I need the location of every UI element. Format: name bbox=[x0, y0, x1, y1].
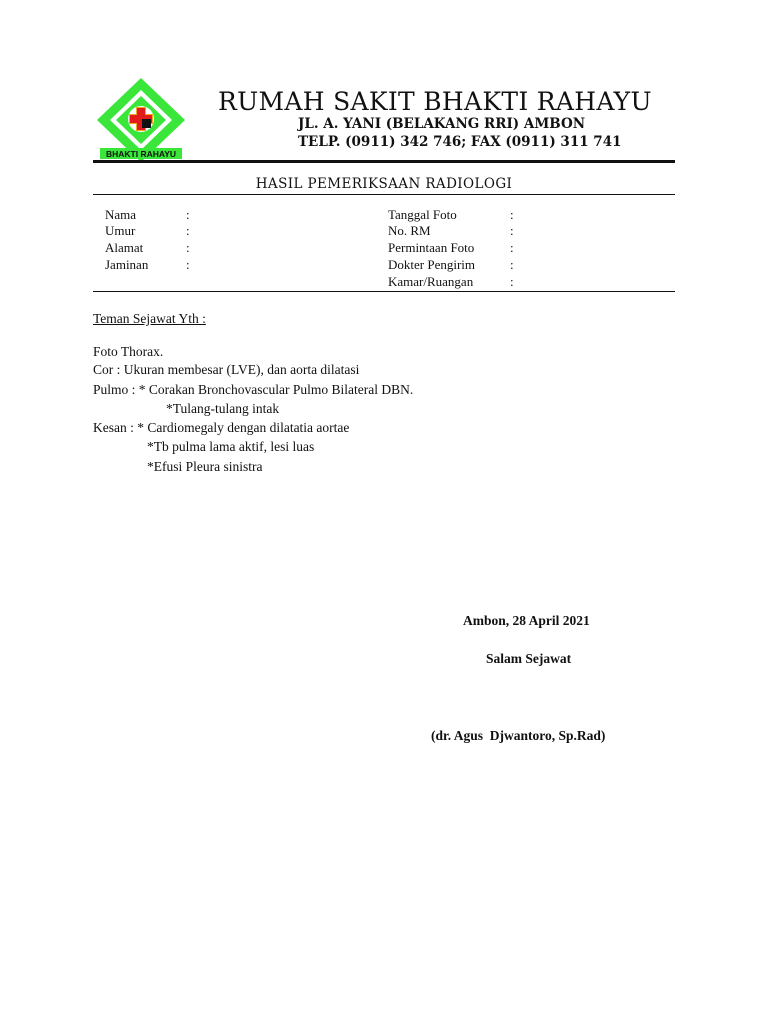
field-tanggal-foto-label: Tanggal Foto bbox=[388, 207, 457, 222]
finding-line: Pulmo : * Corakan Bronchovascular Pulmo Bilateral DBN. bbox=[93, 382, 414, 397]
hospital-address: JL. A. YANI (BELAKANG RRI) AMBON bbox=[298, 116, 586, 132]
finding-line: Cor : Ukuran membesar (LVE), dan aorta dilatasi bbox=[93, 362, 360, 377]
field-nama-label: Nama bbox=[105, 207, 137, 222]
logo-text: BHAKTI RAHAYU bbox=[105, 149, 177, 159]
closing-salutation: Salam Sejawat bbox=[486, 651, 572, 666]
field-kamar-ruangan-sep: : bbox=[510, 274, 514, 289]
finding-line: *Tb pulma lama aktif, lesi luas bbox=[147, 439, 315, 454]
finding-line: Kesan : * Cardiomegaly dengan dilatatia aortae bbox=[93, 420, 350, 435]
finding-line: Foto Thorax. bbox=[93, 344, 164, 359]
fields-divider bbox=[93, 291, 675, 292]
field-umur-label: Umur bbox=[105, 223, 136, 238]
header-divider bbox=[93, 160, 675, 163]
hospital-contact: TELP. (0911) 342 746; FAX (0911) 311 741 bbox=[298, 134, 622, 150]
field-no-rm-label: No. RM bbox=[388, 223, 431, 238]
doctor-signature-name: (dr. Agus Djwantoro, Sp.Rad) bbox=[431, 728, 606, 743]
hospital-name: RUMAH SAKIT BHAKTI RAHAYU bbox=[218, 87, 652, 116]
field-dokter-pengirim-sep: : bbox=[510, 257, 514, 272]
field-kamar-ruangan-label: Kamar/Ruangan bbox=[388, 274, 474, 289]
field-permintaan-foto-sep: : bbox=[510, 240, 514, 255]
field-dokter-pengirim-label: Dokter Pengirim bbox=[388, 257, 476, 272]
report-title: HASIL PEMERIKSAAN RADIOLOGI bbox=[255, 176, 513, 192]
finding-line: *Tulang-tulang intak bbox=[166, 401, 280, 416]
field-permintaan-foto-label: Permintaan Foto bbox=[388, 240, 475, 255]
place-date: Ambon, 28 April 2021 bbox=[463, 613, 590, 628]
finding-line: *Efusi Pleura sinistra bbox=[147, 459, 263, 474]
field-no-rm-sep: : bbox=[510, 223, 514, 238]
field-nama-sep: : bbox=[186, 207, 190, 222]
field-jaminan-sep: : bbox=[186, 257, 190, 272]
greeting: Teman Sejawat Yth : bbox=[93, 311, 206, 326]
field-alamat-label: Alamat bbox=[105, 240, 144, 255]
field-tanggal-foto-sep: : bbox=[510, 207, 514, 222]
field-jaminan-label: Jaminan bbox=[105, 257, 149, 272]
title-divider bbox=[93, 194, 675, 195]
hospital-logo bbox=[95, 76, 187, 162]
field-umur-sep: : bbox=[186, 223, 190, 238]
field-alamat-sep: : bbox=[186, 240, 190, 255]
